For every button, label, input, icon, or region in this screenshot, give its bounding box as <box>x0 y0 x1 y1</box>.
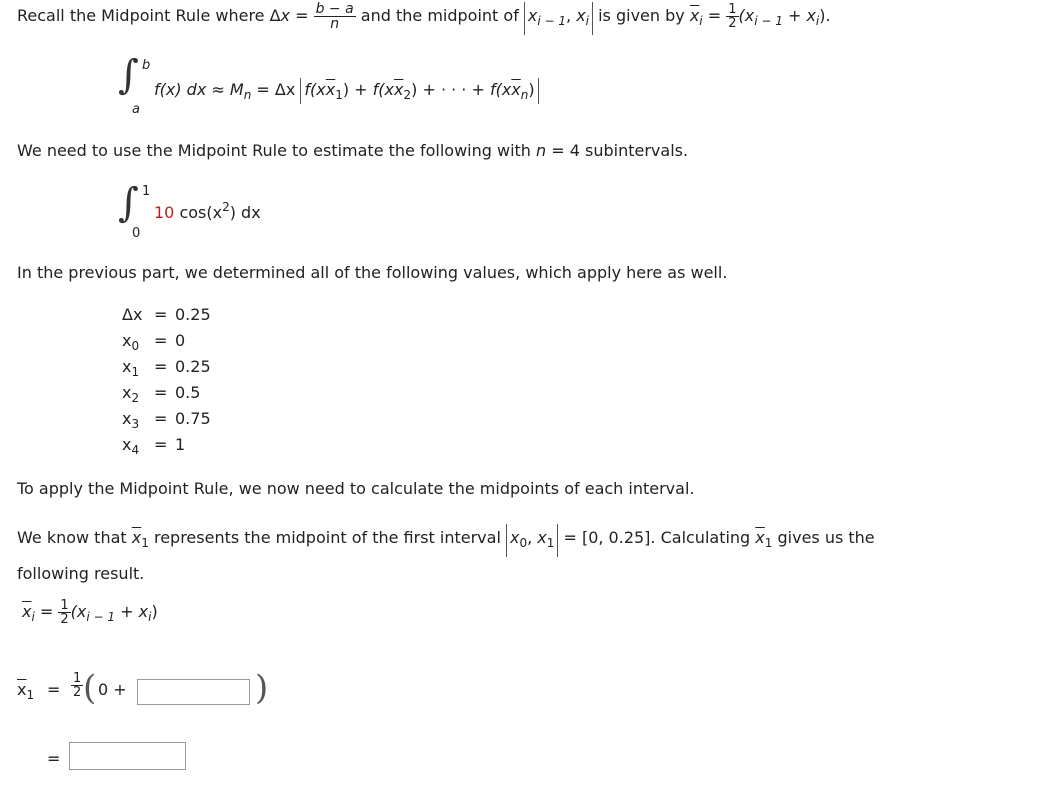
value-label: x <box>122 331 132 350</box>
recall-given-text: is given by <box>598 6 690 25</box>
midpoint-input-1[interactable] <box>137 679 250 705</box>
know-ib-sub: 1 <box>546 536 555 550</box>
xbar-sub: i <box>699 14 703 28</box>
value-eq: = <box>154 331 168 350</box>
dots: + · · · + <box>417 80 490 99</box>
know-text3: = [0, 0.25]. Calculating <box>558 528 756 547</box>
know-xbar2-sub: 1 <box>764 536 773 550</box>
half-den: 2 <box>728 16 737 31</box>
midpoint-formula <box>22 598 158 631</box>
formula-expr: (x <box>70 602 87 621</box>
termn: f(x <box>489 80 512 99</box>
recall-mid-text: and the midpoint of <box>355 6 524 25</box>
integral-coefficient: 10 <box>154 203 175 222</box>
know-text2: represents the midpoint of the first interval <box>148 528 506 547</box>
task-text-after: = 4 subintervals. <box>546 141 689 160</box>
equals: = <box>290 6 314 25</box>
rule-body-text: f(x) dx ≈ M <box>154 80 244 99</box>
xbar: $\overline{x}$ <box>689 6 700 25</box>
integral-end: ) dx <box>229 203 261 222</box>
previous-text: In the previous part, we determined all of the following values, which apply here as well. <box>17 263 728 282</box>
value-eq: = <box>154 409 168 428</box>
half-num: 1 <box>728 2 737 17</box>
value-eq: = <box>154 435 168 454</box>
value-number: 0.5 <box>175 383 201 402</box>
close-paren: ) <box>255 668 269 708</box>
delta-x-fraction <box>314 2 356 31</box>
integral-body <box>154 200 261 222</box>
calc-eq: = <box>47 680 61 699</box>
delta-x-var: x <box>280 6 291 25</box>
formula-tail-sub: i <box>148 610 152 624</box>
formula-eq: = <box>34 602 59 621</box>
integral-lower: 0 <box>132 226 141 241</box>
calc-half-den: 2 <box>73 685 82 700</box>
integral-sup: 2 <box>222 200 230 214</box>
rule-eq: = Δx <box>251 80 301 99</box>
rule-body <box>154 78 539 104</box>
formula-end: ) <box>151 602 158 621</box>
formula-tail: + x <box>115 602 149 621</box>
know-text1: We know that <box>17 528 132 547</box>
termn-end: ) <box>528 80 535 99</box>
rule-bracket: $f(x\overline{x}_1) + f(x\overline{x}_2)$ + · · · + $f(x\overline{x}_n)$ <box>300 78 538 104</box>
value-eq: = <box>154 357 168 376</box>
value-label: x <box>122 357 132 376</box>
apply-text: To apply the Midpoint Rule, we now need to calculate the midpoints of each interval. <box>17 479 695 498</box>
value-number: 0.25 <box>175 357 211 376</box>
value-label: x <box>122 383 132 402</box>
interval-a: x <box>527 6 538 25</box>
interval-bracket <box>524 2 593 35</box>
formula-lhs: $\overline{x}$ <box>22 602 32 621</box>
value-sub: 1 <box>131 365 140 379</box>
integral-body-text: cos(x <box>174 203 223 222</box>
know-text4: gives us the <box>772 528 875 547</box>
know-ia-sub: 0 <box>519 536 528 550</box>
task-n: n <box>536 141 547 160</box>
value-label: x <box>122 409 132 428</box>
calc-inner: 0 + <box>98 680 127 699</box>
lower-limit: a <box>132 102 140 117</box>
calc-eq2: = <box>47 749 61 768</box>
fraction-denominator: n <box>330 16 340 32</box>
calc-lhs: $\overline{x}$ <box>17 680 27 699</box>
expr-end: ). <box>819 6 831 25</box>
know-interval <box>506 524 558 557</box>
calc-lhs-sub: 1 <box>26 688 35 702</box>
formula-half <box>58 599 70 626</box>
term1-sub: 1 <box>335 88 343 102</box>
expr: (x <box>738 6 755 25</box>
task-text-before: We need to use the Midpoint Rule to estimate the following with <box>17 141 537 160</box>
upper-limit: b <box>142 58 151 73</box>
know-xbar: $\overline{x}$ <box>131 528 142 547</box>
recall-line: Recall the Midpoint Rule where Δx = $\frac{b - a}{n}$ and the midpoint of $x_{i - 1}$, $x_i$ is given by $\overline{x}_i$ = $\frac{1}{2}$ $(x_{i - 1} + x_i)$. <box>17 2 831 38</box>
term2: f(x <box>372 80 394 99</box>
termn-sub: n <box>520 88 529 102</box>
expr-sub: i − 1 <box>754 14 783 28</box>
value-eq: = <box>154 305 168 324</box>
value-sub: 2 <box>131 391 140 405</box>
integral-upper: 1 <box>142 184 151 199</box>
expr-tail-sub: i <box>815 14 820 28</box>
value-number: 0 <box>175 331 186 350</box>
term2-sub: 2 <box>403 88 412 102</box>
interval-b: x <box>576 6 586 25</box>
know-ia: x <box>509 528 520 547</box>
know-line2: following result. <box>17 564 145 583</box>
task-line <box>17 141 688 160</box>
integral-sign: ∫ <box>118 180 139 226</box>
calc-half <box>71 672 83 699</box>
term1-end: ) <box>342 80 350 99</box>
value-number: 1 <box>175 435 186 454</box>
formula-expr-sub: i − 1 <box>86 610 116 624</box>
value-eq: = <box>154 383 168 402</box>
formula-lhs-sub: i <box>31 610 35 624</box>
value-label: Δx <box>122 305 143 324</box>
value-sub: 0 <box>131 339 140 353</box>
term1: f(x <box>304 80 326 99</box>
calc-half-num: 1 <box>73 671 82 686</box>
know-line <box>17 524 875 557</box>
rule-body-sub: n <box>243 88 252 102</box>
know-ib: x <box>537 528 547 547</box>
recall-prefix: Recall the Midpoint Rule where Δ <box>17 6 281 25</box>
comma: , <box>566 6 577 25</box>
half-fraction <box>726 3 738 30</box>
plus: + <box>349 80 373 99</box>
integral-sign: ∫ <box>118 52 139 98</box>
interval-a-sub: i − 1 <box>537 14 567 28</box>
value-label: x <box>122 435 132 454</box>
value-sub: 3 <box>131 417 140 431</box>
midpoint-result-input[interactable] <box>69 742 186 770</box>
fraction-numerator: b − a <box>315 1 354 17</box>
formula-half-num: 1 <box>60 598 69 613</box>
value-sub: 4 <box>131 443 140 457</box>
term2-end: ) <box>411 80 418 99</box>
open-paren: ( <box>83 668 97 708</box>
know-xbar2: $\overline{x}$ <box>755 528 765 547</box>
comma: , <box>527 528 538 547</box>
value-number: 0.75 <box>175 409 211 428</box>
expr-tail: + x <box>782 6 816 25</box>
know-xbar-sub: 1 <box>141 536 149 550</box>
interval-b-sub: i <box>585 14 590 28</box>
value-number: 0.25 <box>175 305 211 324</box>
formula-half-den: 2 <box>60 612 69 627</box>
